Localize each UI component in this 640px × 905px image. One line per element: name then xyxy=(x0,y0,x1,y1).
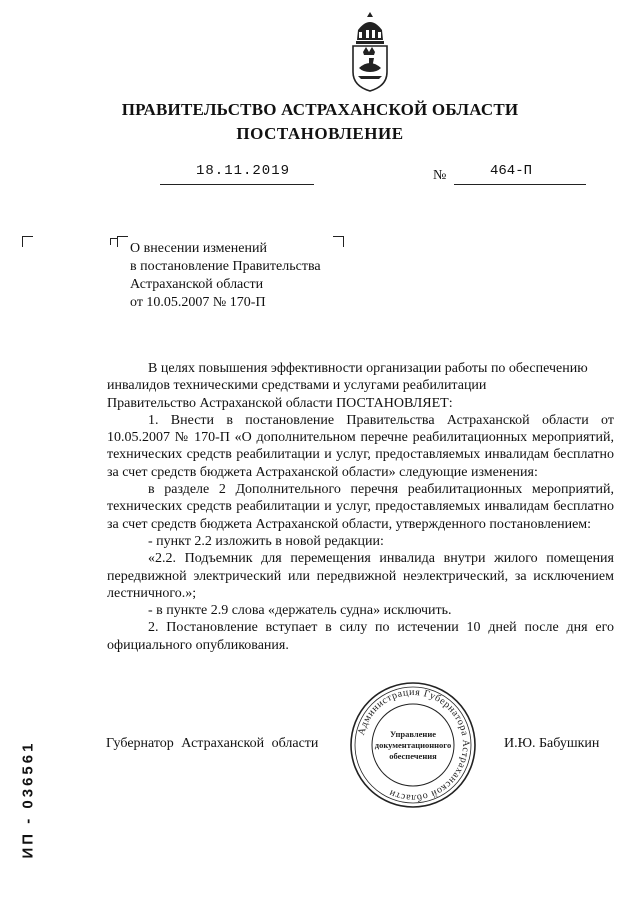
document-body xyxy=(107,360,614,654)
signatory-name: И.Ю. Бабушкин xyxy=(504,736,600,751)
preamble-line: Правительство Астраханской области ПОСТАНОВЛЯЕТ: xyxy=(107,395,453,411)
subject-line: Астраханской области xyxy=(130,277,264,292)
margin-serial-text: ИП - 036561 xyxy=(19,740,37,859)
stamp-inner-line: документационного xyxy=(374,740,452,750)
subject-block xyxy=(130,240,321,312)
corner-mark xyxy=(110,238,117,245)
margin-serial-number xyxy=(18,720,37,870)
item-1-point-a: - пункт 2.2 изложить в новой редакции: xyxy=(148,533,384,549)
item-1: 1. Внести в постановление Правительства Астраханской области от 10.05.2007 № 170-П «О дополнительном перечне реабилитационных мероприятий, технических средств реабилитации и услуг, предоставляемых инвалидам бесплатно за счет средств бюджета Астраханской области» следующие изменения: xyxy=(107,412,614,480)
official-stamp xyxy=(348,680,478,810)
subject-line: в постановление Правительства xyxy=(130,259,321,274)
document-type-title: ПОСТАНОВЛЕНИЕ xyxy=(236,124,404,143)
item-2: 2. Постановление вступает в силу по истечении 10 дней после дня его официального опубликования. xyxy=(107,620,614,653)
stamp-inner-line: обеспечения xyxy=(389,751,437,761)
item-1-section: в разделе 2 Дополнительного перечня реабилитационных мероприятий, технических средств реабилитации и услуг, предоставляемых инвалидам бесплатно за счет средств бюджета Астраханской области, утвержденного постановлением: xyxy=(107,482,614,532)
corner-mark xyxy=(22,236,33,247)
preamble-line: В целях повышения эффективности организации работы по обеспечению xyxy=(148,361,588,376)
number-sign: № xyxy=(433,168,447,183)
signatory-position: Губернатор Астраханской области xyxy=(106,736,319,751)
corner-mark xyxy=(333,236,344,247)
item-1-point-b: - в пункте 2.9 слова «держатель судна» исключить. xyxy=(148,603,452,619)
corner-mark xyxy=(117,236,128,247)
subject-line: от 10.05.2007 № 170-П xyxy=(130,295,266,310)
preamble-line: инвалидов техническими средствами и услугами реабилитации xyxy=(107,378,487,394)
subject-line: О внесении изменений xyxy=(130,241,267,256)
organization-title: ПРАВИТЕЛЬСТВО АСТРАХАНСКОЙ ОБЛАСТИ xyxy=(121,100,519,119)
coat-of-arms-emblem xyxy=(347,10,393,92)
stamp-outer-text: Администрация Губернатора Астраханской области xyxy=(356,686,472,804)
document-date: 18.11.2019 xyxy=(196,163,291,179)
document-number: 464-П xyxy=(490,163,533,179)
item-1-point-a-text: «2.2. Подъемник для перемещения инвалида внутри жилого помещения передвижной электрический или передвижной неэлектрический, за исключением лестничного.»; xyxy=(107,551,614,601)
stamp-inner-line: Управление xyxy=(389,729,437,739)
